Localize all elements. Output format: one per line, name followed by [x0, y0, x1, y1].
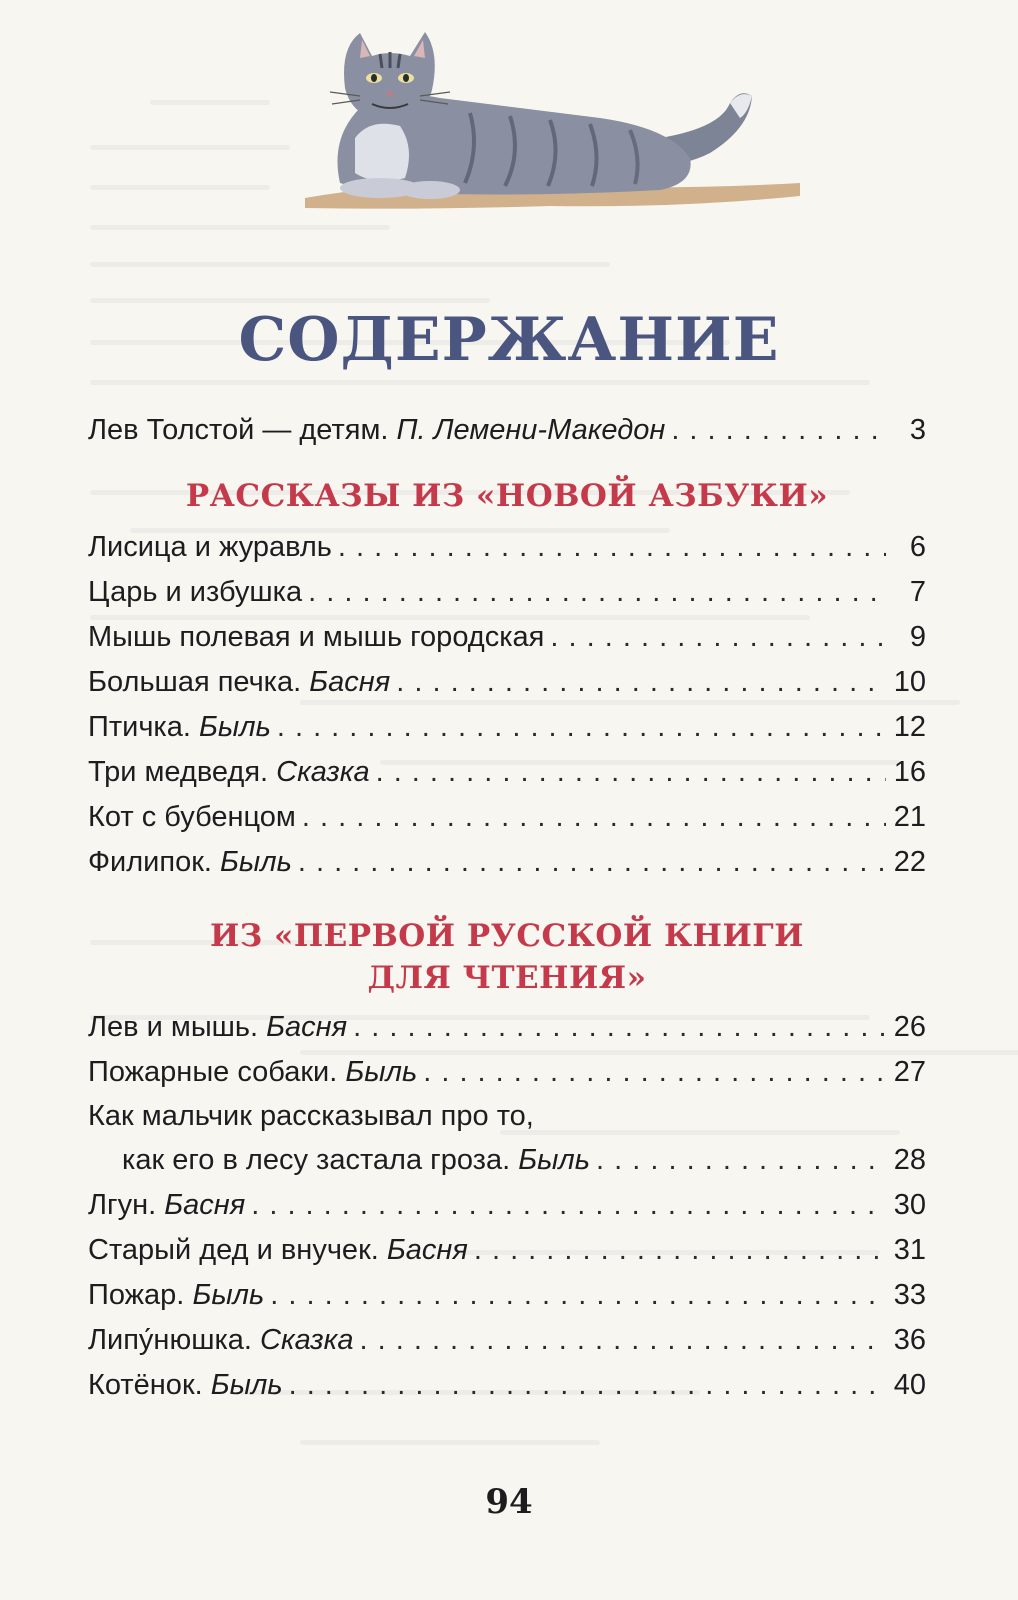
toc-page-number: 33 — [893, 1279, 926, 1311]
toc-entry[interactable] — [88, 1005, 926, 1050]
toc-entry[interactable] — [88, 795, 926, 840]
toc-entry-title: Филипок. — [88, 846, 212, 878]
toc-entry[interactable] — [88, 1318, 926, 1363]
toc-entry-line2 — [88, 1138, 926, 1183]
toc-entry-title: Лев и мышь. — [88, 1011, 259, 1043]
section-title-new-azbuka: РАССКАЗЫ ИЗ «НОВОЙ АЗБУКИ» — [185, 478, 829, 514]
toc-entry-genre: Быль — [192, 1279, 265, 1311]
dot-leader — [671, 408, 886, 453]
page-number: 94 — [485, 1482, 533, 1522]
toc-entry[interactable] — [88, 615, 926, 660]
toc-entry-title: Пожар. — [88, 1279, 185, 1311]
dot-leader — [396, 660, 886, 705]
toc-entry-genre: Быль — [220, 846, 292, 878]
toc-entry-genre: Быль — [518, 1144, 591, 1176]
toc-entry-title: Мышь полевая и мышь городская — [88, 621, 545, 653]
dot-leader — [474, 1228, 886, 1273]
toc-page-number: 28 — [893, 1144, 926, 1176]
dot-leader — [308, 570, 886, 615]
toc-page-number: 21 — [893, 801, 926, 833]
toc-entry-title: Котёнок. — [88, 1369, 203, 1401]
toc-page-number: 12 — [893, 711, 926, 743]
toc-entry-multiline[interactable] — [88, 1095, 926, 1183]
dot-leader — [298, 840, 886, 885]
table-of-contents — [88, 408, 926, 1408]
section-title-line: ДЛЯ ЧТЕНИЯ» — [367, 960, 647, 996]
toc-entry-genre: Басня — [164, 1189, 246, 1221]
dot-leader — [359, 1318, 886, 1363]
dot-leader — [270, 1273, 886, 1318]
toc-page-number: 16 — [893, 756, 926, 788]
dot-leader — [596, 1138, 886, 1183]
toc-page-number: 3 — [909, 414, 926, 446]
toc-entry-title: Царь и избушка — [88, 576, 303, 608]
toc-entry[interactable] — [88, 705, 926, 750]
cat-lying-icon — [300, 18, 810, 213]
toc-page-number: 22 — [893, 846, 926, 878]
toc-entry-genre: Быль — [345, 1056, 418, 1088]
toc-entry[interactable] — [88, 1183, 926, 1228]
toc-entry-title: как его в лесу застала гроза. — [122, 1144, 511, 1176]
toc-entry-intro[interactable] — [88, 408, 926, 453]
toc-page-number: 27 — [893, 1056, 926, 1088]
toc-entry-genre: Быль — [210, 1369, 283, 1401]
toc-entry-title: Лисица и журавль — [88, 531, 332, 563]
toc-entry-title-line1: Как мальчик рассказывал про то, — [88, 1100, 534, 1132]
toc-entry-title-wrap — [88, 408, 665, 453]
toc-page-number: 31 — [893, 1234, 926, 1266]
toc-entry-title: Пожарные собаки. — [88, 1056, 338, 1088]
toc-page-number: 36 — [893, 1324, 926, 1356]
toc-page-number: 30 — [893, 1189, 926, 1221]
toc-page-number: 7 — [909, 576, 926, 608]
section-title-first-russian-book — [88, 915, 926, 999]
toc-entry[interactable] — [88, 1228, 926, 1273]
dot-leader — [376, 750, 886, 795]
dot-leader — [302, 795, 886, 840]
toc-entry[interactable] — [88, 1363, 926, 1408]
toc-entry[interactable] — [88, 660, 926, 705]
page-title: СОДЕРЖАНИЕ — [238, 305, 780, 375]
toc-entry[interactable] — [88, 1273, 926, 1318]
toc-entry[interactable] — [88, 840, 926, 885]
toc-entry-title: Старый дед и внучек. — [88, 1234, 379, 1266]
dot-leader — [338, 525, 886, 570]
toc-entry-title: Три медведя. — [88, 756, 269, 788]
toc-entry-title: Большая печка. — [88, 666, 302, 698]
toc-entry-genre: Басня — [309, 666, 391, 698]
dot-leader — [353, 1005, 886, 1050]
toc-page-number: 40 — [893, 1369, 926, 1401]
toc-entry-genre: Басня — [386, 1234, 468, 1266]
toc-entry-genre: Быль — [199, 711, 271, 743]
toc-entry[interactable] — [88, 750, 926, 795]
toc-entry-title: Липу́нюшка. — [88, 1324, 252, 1356]
dot-leader — [550, 615, 886, 660]
toc-entry-title: Птичка. — [88, 711, 191, 743]
toc-page-number: 26 — [893, 1011, 926, 1043]
dot-leader — [277, 705, 886, 750]
dot-leader — [289, 1363, 886, 1408]
toc-page-number: 10 — [893, 666, 926, 698]
section-title-line: ИЗ «ПЕРВОЙ РУССКОЙ КНИГИ — [210, 918, 804, 954]
dot-leader — [423, 1050, 886, 1095]
toc-entry[interactable] — [88, 1050, 926, 1095]
toc-entry-genre: Сказка — [260, 1324, 354, 1356]
toc-entry-title: Кот с бубенцом — [88, 801, 296, 833]
toc-entry[interactable] — [88, 525, 926, 570]
toc-entry-author: П. Лемени-Македон — [396, 414, 666, 446]
toc-page-number: 9 — [909, 621, 926, 653]
toc-entry[interactable] — [88, 570, 926, 615]
toc-entry-title: Лгун. — [88, 1189, 157, 1221]
toc-entry-title: Лев Толстой — детям. — [88, 414, 389, 446]
toc-entry-genre: Сказка — [276, 756, 370, 788]
dot-leader — [251, 1183, 886, 1228]
toc-page-number: 6 — [909, 531, 926, 563]
toc-entry-genre: Басня — [266, 1011, 348, 1043]
